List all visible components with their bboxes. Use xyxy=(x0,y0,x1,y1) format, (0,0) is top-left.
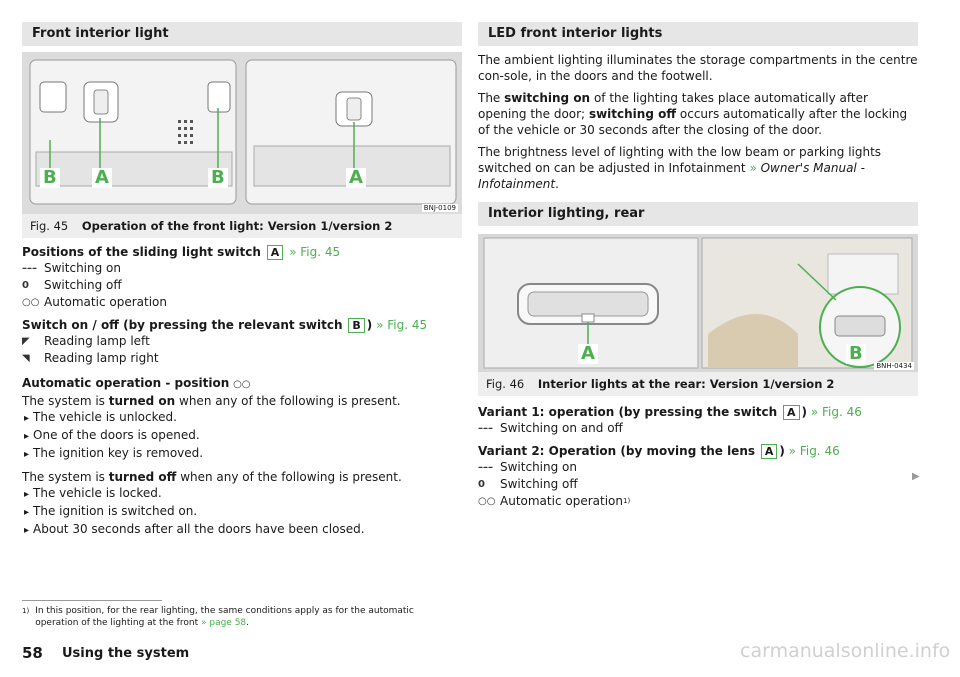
switch-on-icon: ––– xyxy=(478,423,493,434)
auto-on-text: The system is turned on when any of the following is present. xyxy=(22,394,401,408)
reading-lamp-right-icon: ◥ xyxy=(22,353,30,364)
list-item: ▸ The ignition is switched on. xyxy=(22,503,462,521)
figure-number: Fig. 45 xyxy=(30,219,69,233)
page-58-link[interactable]: » page 58 xyxy=(200,618,247,628)
footnote-ref[interactable]: 1) xyxy=(622,497,631,505)
section-title-rear: Interior lighting, rear xyxy=(478,202,918,226)
key-a: A xyxy=(783,405,800,420)
key-b: B xyxy=(348,318,364,333)
sliding-switch-heading: Positions of the sliding light switch A » Fig. 45 xyxy=(22,245,341,259)
callout-label-b-2: B xyxy=(208,168,228,188)
list-item: ▸ The ignition key is removed. xyxy=(22,445,462,463)
fig-45-link[interactable]: » Fig. 45 xyxy=(289,245,341,259)
image-code: BNH-0434 xyxy=(876,362,912,370)
key-a: A xyxy=(761,444,778,459)
auto-heading: Automatic operation - position ○○ xyxy=(22,376,251,390)
figure-45-caption xyxy=(22,214,462,238)
auto-mode-icon: ○○ xyxy=(22,297,40,308)
key-a: A xyxy=(267,245,284,260)
switch-off-icon: 0 xyxy=(478,479,485,490)
switch-list xyxy=(22,333,462,367)
paragraph-switching: The switching on of the lighting takes place automatically after opening the door; switching off occurs automatically after the locking of the vehicle or 30 seconds after the closing of the door. xyxy=(478,91,908,137)
auto-off-text: The system is turned off when any of the following is present. xyxy=(22,470,402,484)
fig-46-link[interactable]: » Fig. 46 xyxy=(788,444,840,458)
list-item: ▸ One of the doors is opened. xyxy=(22,427,462,445)
footnote-mark: 1) xyxy=(22,607,30,615)
footnote: $^{1)}$ In this position, for the rear lighting, the same conditions apply as for the automatic operation of the lighting at the front » page 58. xyxy=(22,606,414,628)
figure-46 xyxy=(478,234,918,372)
list-item: ○○ Automatic operation xyxy=(22,295,167,309)
callout-label-a-1: A xyxy=(92,168,112,188)
sliding-switch-list xyxy=(22,260,462,311)
paragraph-ambient: The ambient lighting illuminates the storage compartments in the centre con-sole, in the doors and the footwell. xyxy=(478,53,918,83)
list-item: ––– Switching on xyxy=(478,460,577,474)
left-column xyxy=(22,22,462,539)
reading-lamp-left-icon: ◤ xyxy=(22,336,30,347)
auto-mode-icon: ○○ xyxy=(233,379,251,390)
variant-1-heading: Variant 1: operation (by pressing the switch A ) » Fig. 46 xyxy=(478,405,862,419)
fig-46-link[interactable]: » Fig. 46 xyxy=(810,405,862,419)
list-item: ◥ Reading lamp right xyxy=(22,351,159,365)
auto-mode-icon: ○○ xyxy=(478,496,496,507)
switch-heading: Switch on / off (by pressing the relevant switch B ) » Fig. 45 xyxy=(22,318,428,332)
figure-title: Operation of the front light: Version 1/version 2 xyxy=(81,219,393,233)
variant-2-heading: Variant 2: Operation (by moving the lens A ) » Fig. 46 xyxy=(478,444,840,458)
callout-label-a: A xyxy=(578,344,598,364)
callout-label-a-2: A xyxy=(346,168,366,188)
infotainment-manual-link[interactable]: Owner's Manual - Infotainment xyxy=(478,161,865,191)
switch-off-icon: 0 xyxy=(22,280,29,291)
list-item: ▸ The vehicle is locked. xyxy=(22,485,462,503)
list-item: ▸ About 30 seconds after all the doors have been closed. xyxy=(22,521,462,539)
switch-on-icon: ––– xyxy=(478,462,493,473)
page-number: 58 xyxy=(22,644,43,662)
list-item: 0 Switching off xyxy=(22,278,122,292)
figure-46-caption xyxy=(478,372,918,396)
right-column xyxy=(478,22,918,510)
figure-45 xyxy=(22,52,462,214)
section-title-led-front: LED front interior lights xyxy=(478,22,918,46)
list-item: ○○ Automatic operation 1) xyxy=(478,494,631,508)
footnote-divider xyxy=(22,600,162,601)
list-item: ––– Switching on xyxy=(22,261,121,275)
list-item: ◤ Reading lamp left xyxy=(22,334,150,348)
footer-section-title: Using the system xyxy=(62,646,190,661)
fig-45-link[interactable]: » Fig. 45 xyxy=(376,318,428,332)
continue-arrow-icon: ▶ xyxy=(912,471,920,482)
watermark: carmanualsonline.info xyxy=(740,640,951,662)
list-item: 0 Switching off xyxy=(478,477,578,491)
figure-title: Interior lights at the rear: Version 1/version 2 xyxy=(537,377,835,391)
callout-label-b-1: B xyxy=(40,168,60,188)
list-item: ▸ The vehicle is unlocked. xyxy=(22,409,462,427)
image-code: BNJ-0109 xyxy=(423,204,456,212)
switch-on-icon: ––– xyxy=(22,263,37,274)
paragraph-brightness: The brightness level of lighting with the low beam or parking lights switched on can be adjusted in Infotainment » Owner's Manual - Infotainment. xyxy=(478,145,882,191)
figure-number: Fig. 46 xyxy=(486,377,525,391)
section-title-front-interior-light: Front interior light xyxy=(22,22,462,46)
callout-label-b: B xyxy=(846,344,866,364)
front-light-illustration xyxy=(22,52,462,214)
list-item: ––– Switching on and off xyxy=(478,421,623,435)
